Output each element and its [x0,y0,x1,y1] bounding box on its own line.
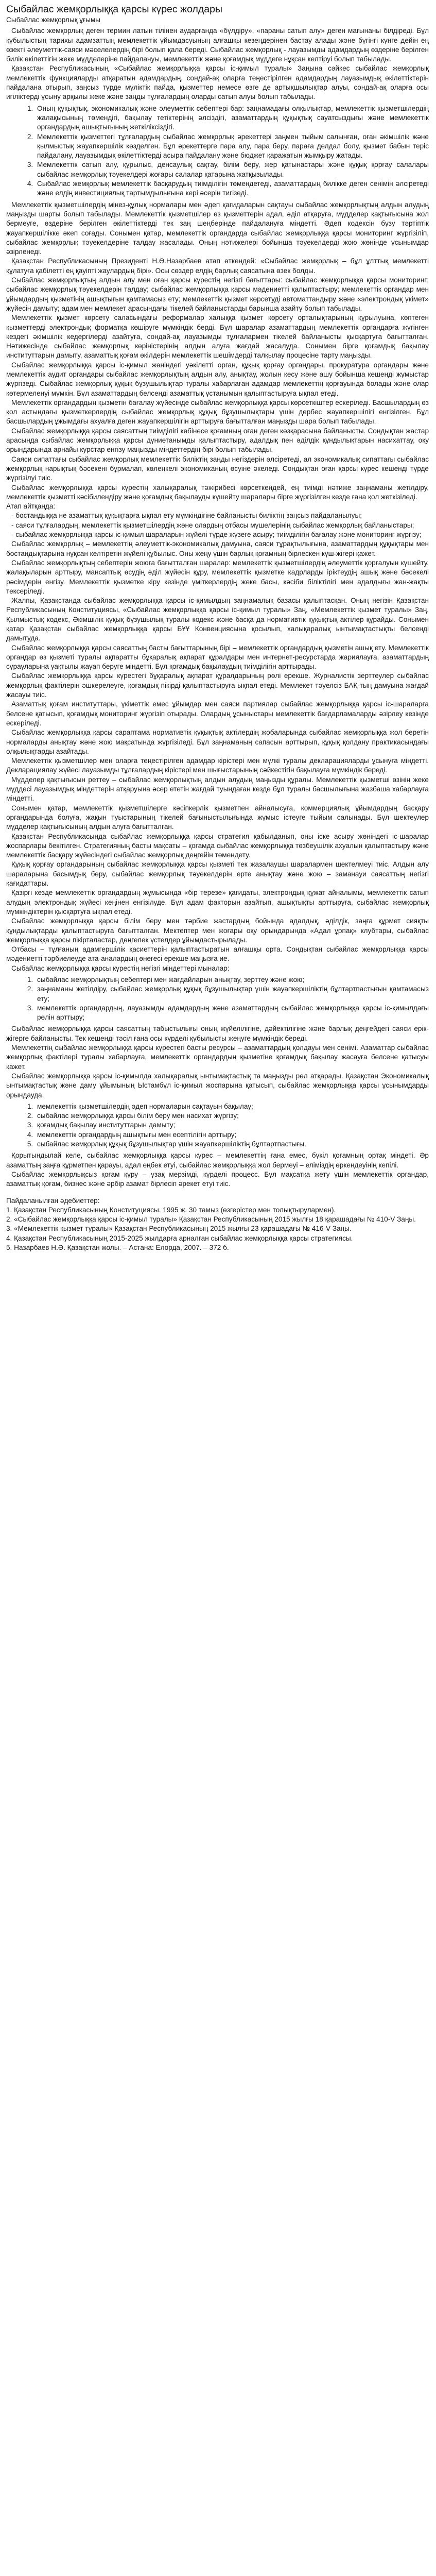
paragraph: Жалпы, Қазақстанда сыбайлас жемқорлыққа қарсы іс-қимылдың заңнамалық базасы қалыптасқан. Оның негізін Қазақстан Республикасының Конституциясы, «Сыбайлас жемқорлыққа қарсы іс-қимыл туралы» Заң, «Мемлекеттік қызмет туралы» Заң, Қылмыстық кодекс, Әкімшілік құқық бұзушылық туралы кодекс және басқа да нормативтік құқықтық актілер құрайды. Сонымен қатар Қазақстан сыбайлас жемқорлыққа қарсы БҰҰ Конвенциясына қосылып, халықаралық ынтымақтастықты белсенді дамытуда. [6,597,429,642]
paragraph: Сонымен қатар, мемлекеттік қызметшілерге кәсіпкерлік қызметпен айналысуға, коммерциялық ұйымдардың басқару органдарында болуға, жақын туыстарының тікелей бағыныстылығында жұмыс істеуге тыйым салынады. Бұл шектеулер мүдделер қақтығысының алдын алуға бағытталған. [6,804,429,831]
references-list [6,1206,429,1252]
dash-list [6,511,429,539]
paragraph: Сыбайлас жемқорлықсыз қоғам құру – ұзақ мерзімді, күрделі процесс. Бұл мақсатқа жету үшін мемлекеттік органдар, азаматтық қоғам, бизнес және әрбір азамат бірлесіп әрекет етуі тиіс. [6,1170,429,1188]
paragraph: Сыбайлас жемқорлыққа қарсы саясаттың басты бағыттарының бірі – мемлекеттік органдардың қызметін ашық ету. Мемлекеттік органдар өз қызметі туралы ақпаратты бұқаралық ақпарат құралдары мен интернет-ресурстарда жариялауға, азаматтардың сұрауларына уақтылы жауап беруге міндетті. Бұл қоғамдық бақылаудың тиімділігін арттырады. [6,643,429,671]
reference-item: 5. Назарбаев Н.Ә. Қазақстан жолы. – Астана: Елорда, 2007. – 372 б. [6,1244,229,1251]
document-title: Сыбайлас жемқорлыққа қарсы күрес жолдары [6,4,222,15]
paragraph: Азаматтық қоғам институттары, үкіметтік емес ұйымдар мен саяси партиялар сыбайлас жемқорлыққа қарсы іс-шараларға белсене қатысып, қоғамдық мониторинг жүргізіп отырады. Олардың ұсыныстары мемлекеттік бағдарламаларды әзірлеу кезінде ескеріледі. [6,700,429,727]
paragraph: Мемлекеттік қызметшілердің мінез-құлық нормалары мен әдеп қағидаларын сақтауы сыбайлас жемқорлықтың алдын алудың маңызды шарты болып табылады. Мемлекеттік қызметшілер өз қызметтерін адал, әділ атқаруға, мүдделер қақтығысына жол бермеуге, өздеріне берілген өкілеттіктерді тек заң шеңберінде пайдалануға міндетті. Әдеп кодексін бұзу тәртіптік жауапкершілікке әкеп соғады. Сонымен қатар, мемлекеттік органдарда сыбайлас жемқорлыққа қарсы мониторинг жүргізіліп, сыбайлас жемқорлық тәуекелдеріне талдау жасалады. Оның нәтижелері бойынша тәуекелдерді жою жөнінде ұсынымдар әзірленеді. [6,200,429,256]
paragraph: Сыбайлас жемқорлыққа қарсы саясаттың табыстылығы оның жүйелілігіне, дәйектілігіне және барлық деңгейдегі саяси ерік-жігерге байланысты. Тек кешенді тәсіл ғана осы күрделі құбылысты жеңуге мүмкіндік береді. [6,1025,429,1042]
list-item: 5. сыбайлас жемқорлық құқық бұзушылықтар үшін жауапкершіліктің бұлтартпастығы. [35,1140,429,1149]
list-item: - саяси тұлғалардың, мемлекеттік қызметшілердің және олардың отбасы мүшелерінің сыбайлас жемқорлық байланыстары; [11,521,414,529]
list-item: - сыбайлас жемқорлыққа қарсы іс-қимыл шараларын жүйелі түрде жүзеге асыру; тиімділігін бағалау және мониторинг жүргізу; [11,531,422,539]
paragraph: Сыбайлас жемқорлыққа қарсы сараптама нормативтік құқықтық актілердің жобаларында сыбайлас жемқорлыққа жол беретін нормаларды анықтау және жою мақсатында жүргізіледі. Бұл заңнаманың сапасын арттырып, құқық қолдану практикасындағы олқылықтарды азайтады. [6,728,429,755]
reference-item: 4. Қазақстан Республикасының 2015-2025 жылдарға арналған сыбайлас жемқорлыққа қарсы стратегиясы. [6,1234,353,1242]
paragraph: Қорытындылай келе, сыбайлас жемқорлыққа қарсы күрес – мемлекеттің ғана емес, бүкіл қоғамның ортақ міндеті. Әр азаматтың заңға құрметпен қарауы, адал еңбек етуі, сыбайлас жемқорлыққа жол бермеуі – еліміздің өркендеуінің кепілі. [6,1151,429,1169]
list-item: 4. Сыбайлас жемқорлық мемлекеттік басқарудың тиімділігін төмендетеді, азаматтардың билікке деген сенімін әлсіретеді және елдің инвестициялық тартымдылығына кері әсерін тигізеді. [35,179,429,198]
list-item: 2. заңнаманы жетілдіру, сыбайлас жемқорлық құқық бұзушылықтар үшін жауапкершіліктің бұлтартпастығын қамтамасыз ету; [35,985,429,1004]
list-item: 1. сыбайлас жемқорлықтың себептері мен жағдайларын анықтау, зерттеу және жою; [35,975,429,985]
paragraph: Сыбайлас жемқорлыққа қарсы күрестің негізгі міндеттері мыналар: [11,964,230,972]
reference-item: 2. «Сыбайлас жемқорлыққа қарсы іс-қимыл туралы» Қазақстан Республикасының 2015 жылғы 18 қарашадағы № 410-V Заңы. [6,1215,416,1224]
document [0,0,436,1258]
paragraph: Мүдделер қақтығысын реттеу – сыбайлас жемқорлықтың алдын алудың маңызды құралы. Мемлекеттік қызметші өзінің жеке мүддесі лауазымдық міндеттерін атқаруына әсер ететін жағдай туындаған кезде бұл туралы басшылығына жазбаша хабарлауға міндетті. [6,775,429,803]
numbered-list [6,104,429,198]
paragraph: Сыбайлас жемқорлыққа қарсы күрестің халықаралық тәжірибесі көрсеткендей, ең тиімді нәтиже заңнаманы жетілдіру, мемлекеттік қызметті кәсібилендіру және қоғамдық бақылауды күшейту шаралары бірге жүргізілген кезде ғана қол жеткізіледі. [6,483,429,501]
references-title: Пайдаланылған әдебиеттер: [6,1196,100,1205]
reference-item: 3. «Мемлекеттік қызмет туралы» Қазақстан Республикасының 2015 жылғы 23 қарашадағы № 416-V Заңы. [6,1225,352,1233]
paragraph: Сыбайлас жемқорлыққа қарсы саясаттың тиімділігі көбінесе қоғамның оған деген көзқарасына байланысты. Сондықтан жастар арасында сыбайлас жемқорлыққа қарсы дүниетанымды қалыптастыру, адалдық пен әділдік құндылықтарын насихаттау, оқу орындарында арнайы курстар енгізу маңызды міндеттердің бірі болып табылады. [6,427,429,454]
paragraph: Сыбайлас жемқорлықтың себептерін жоюға бағытталған шаралар: мемлекеттік қызметшілердің әлеуметтік қорғалуын күшейту, жалақыларын арттыру, мансаптық өсудің әділ жүйесін құру, мемлекеттік қызметке кадрларды іріктеудің ашық және бәсекелі рәсімдерін енгізу. Мемлекеттік қызметке кіру кезінде үміткерлердің жеке басы, кәсіби біліктілігі мен адалдығы жан-жақты тексеріледі. [6,558,429,595]
paragraph: Сыбайлас жемқорлық – мемлекеттің әлеуметтік-экономикалық дамуына, саяси тұрақтылығына, азаматтардың құқықтары мен бостандықтарына нұқсан келтіретін жүйелі құбылыс. Оны жеңу үшін барлық қоғамның бірлескен күш-жігері қажет. [6,540,429,557]
numbered-list [6,1102,429,1149]
paragraph: Сыбайлас жемқорлыққа қарсы білім беру мен тәрбие жастардың бойында адалдық, әділдік, заңға құрмет сияқты құндылықтарды қалыптастыруға бағытталған. Мектептер мен жоғары оқу орындарында «Адал ұрпақ» клубтары, сыбайлас жемқорлыққа қарсы пікірталастар, дөңгелек үстелдер ұйымдастырылады. [6,917,429,944]
paragraph: Мемлекеттік органдардың қызметін бағалау жүйесінде сыбайлас жемқорлыққа қарсы көрсеткіштер ескеріледі. Басшылардың өз қол астындағы қызметкерлердің сыбайлас жемқорлық құқық бұзушылықтары үшін дербес жауапкершілігі енгізілген. Бұл басшылардың ұжымдағы ахуалға деген жауапкершілігін арттыруға бағытталған маңызды шара болып табылады. [6,398,429,426]
paragraph: Құқық қорғау органдарының сыбайлас жемқорлыққа қарсы қызметі тек жазалаушы шаралармен шектелмеуі тиіс. Алдын алу шараларына басымдық беру, сыбайлас жемқорлық тәуекелдерін ерте анықтау және жою – заманауи саясаттың негізгі қағидаттары. [6,860,429,888]
document-subtitle: Сыбайлас жемқорлық ұғымы [6,16,100,24]
paragraph: Қазіргі кезде мемлекеттік органдардың жұмысында «бір терезе» қағидаты, электрондық құжат айналымы, мемлекеттік сатып алудың электрондық жүйесі кеңінен енгізілуде. Бұл адам факторын азайтып, ашықтықты арттыруға, сыбайлас жемқорлық мүмкіндіктерін қысқартуға ықпал етеді. [6,889,429,916]
paragraph: Мемлекеттің сыбайлас жемқорлыққа қарсы күрестегі басты ресурсы – азаматтардың қолдауы мен сенімі. Азаматтар сыбайлас жемқорлық фактілері туралы хабарлауға, мемлекеттік органдардың қызметіне қоғамдық бақылау жасауға белсене қатысуы қажет. [6,1044,429,1071]
list-item: 4. мемлекеттік органдардың ашықтығы мен есептілігін арттыру; [35,1130,429,1140]
list-item: 3. Мемлекеттік сатып алу, құрылыс, денсаулық сақтау, білім беру, жер қатынастары және құқық қорғау салалары сыбайлас жемқорлық тәуекелдері жоғары салалар қатарына жатқызылады. [35,160,429,179]
list-item: 3. мемлекеттік органдардың, лауазымды адамдардың және азаматтардың сыбайлас жемқорлыққа қарсы іс-қимылдағы рөлін арттыру; [35,1004,429,1023]
list-item: 2. сыбайлас жемқорлыққа қарсы білім беру мен насихат жүргізу; [35,1111,429,1121]
list-item: - бостандыққа не азаматтық құқықтарға ықпал ету мүмкіндігіне байланысты биліктің заңсыз пайдаланылуы; [11,512,362,520]
list-item: 3. қоғамдық бақылау институттарын дамыту; [35,1121,429,1130]
list-item: 1. мемлекеттік қызметшілердің әдеп нормаларын сақтауын бақылау; [35,1102,429,1111]
numbered-list [6,975,429,1022]
spacer [6,1189,429,1193]
paragraph: Қазақстан Республикасының «Сыбайлас жемқорлыққа қарсы іс-қимыл туралы» Заңына сәйкес сыбайлас жемқорлық мемлекеттік функцияларды атқаратын адамдардың, сондай-ақ оларға теңестірілген адамдардың лауазымдық өкілеттіктерін пайдалана отырып, заңсыз түрде мүліктік пайда, қызметтер немесе өзге де артықшылықтар алуы, сондай-ақ оларға осы игіліктерді ұсыну арқылы жеке және заңды тұлғалардың оларды сатып алуы болып табылады. [6,64,429,101]
section-label: Атап айтқанда: [6,502,56,511]
list-item: 1. Оның құқықтық, экономикалық және әлеуметтік себептері бар: заңнамадағы олқылықтар, мемлекеттік қызметшілердің жалақысының төмендігі, бақылау тетіктерінің әлсіздігі, азаматтардың құқықтық сауатсыздығы және мемлекеттік органдардың ашықтығының жеткіліксіздігі. [35,104,429,132]
paragraph: Сыбайлас жемқорлыққа қарсы күрестегі бұқаралық ақпарат құралдарының рөлі ерекше. Журналистік зерттеулер сыбайлас жемқорлық фактілерін әшкерелеуге, қоғамдық пікірді қалыптастыруға ықпал етеді. Мемлекет тәуелсіз БАҚ-тың дамуына жағдай жасауы тиіс. [6,672,429,699]
paragraph: Сыбайлас жемқорлықтың алдын алу мен оған қарсы күрестің негізгі бағыттары: сыбайлас жемқорлыққа қарсы мониторинг; сыбайлас жемқорлық тәуекелдерін талдау; сыбайлас жемқорлыққа қарсы мәдениетті қалыптастыру; мемлекеттік органдар мен ұйымдардың қызметінің ашықтығын қамтамасыз ету; мемлекеттік қызмет көрсетуді автоматтандыру және «электрондық үкімет» жүйесін дамыту; адам мен мемлекет арасындағы тікелей байланыстарды барынша азайту болып табылады. [6,276,429,312]
reference-item: 1. Қазақстан Республикасының Конституциясы. 1995 ж. 30 тамыз (өзгерістер мен толықтырулармен). [6,1206,336,1214]
paragraph: Қазақстан Республикасының Президенті Н.Ә.Назарбаев атап өткендей: «Сыбайлас жемқорлық – бұл ұлттық мемлекетті құлатуға қабілетті ең қауіпті жаулардың бірі». Осы сөздер елдің барлық саясатына өзек болды. [6,257,429,275]
paragraph: Сыбайлас жемқорлыққа қарсы іс-қимылда халықаралық ынтымақтастық та маңызды рөл атқарады. Қазақстан Экономикалық ынтымақтастық және даму ұйымының Ыстамбұл іс-қимыл жоспарына қатысып, сыбайлас жемқорлыққа қарсы ұсынымдарды орындауда. [6,1072,429,1099]
paragraph: Сыбайлас жемқорлыққа қарсы іс-қимыл жөніндегі уәкілетті орган, құқық қорғау органдары, прокуратура органдары және мемлекеттік аудит органдары сыбайлас жемқорлықтың алдын алу, анықтау, жолын кесу және ашу бойынша кешенді жұмыстар жүргізеді. Сыбайлас жемқорлық құқық бұзушылықтар туралы хабарлаған адамдар мемлекеттің қорғауында болады және олар көтермеленуі мүмкін. Бұл азаматтардың белсенді азаматтық ұстанымын қалыптастыруға ықпал етеді. [6,361,429,397]
paragraph: Мемлекеттік қызмет көрсету саласындағы реформалар халыққа қызмет көрсету орталықтарының құрылуына, көптеген қызметтерді электрондық форматқа көшіруге мүмкіндік берді. Бұл шаралар азаматтардың мемлекеттік органдарға жүгінген кездегі әкімшілік кедергілерді азайтуға, сондай-ақ лауазымды тұлғалармен тікелей байланысты қысқартуға бағытталған. Нәтижесінде сыбайлас жемқорлық көріністерінің алдын алуға жағдай жасалуда. Сонымен бірге қоғамдық бақылау институттарын дамыту, азаматтық қоғам өкілдерін мемлекеттік шешімдерді талқылау процесіне тарту маңызды. [6,314,429,360]
paragraph: Саяси сипаттағы сыбайлас жемқорлық мемлекеттік биліктің заңды негіздерін әлсіретеді, ал экономикалық сипаттағы сыбайлас жемқорлық нарықтық бәсекені бұрмалап, көлеңкелі экономиканың өсуіне әкеледі. Сондықтан оған қарсы күрес кешенді түрде жүргізілуі тиіс. [6,455,429,482]
paragraph: Қазақстан Республикасында сыбайлас жемқорлыққа қарсы стратегия қабылданып, оны іске асыру жөніндегі іс-шаралар жоспарлары бекітілген. Стратегияның басты мақсаты – қоғамда сыбайлас жемқорлыққа төзбеушілік ахуалын қалыптастыру және мемлекеттік басқару жүйесіндегі сыбайлас жемқорлық деңгейін төмендету. [6,832,429,859]
paragraph: Отбасы – тұлғаның адамгершілік қасиеттерін қалыптастыратын алғашқы орта. Сондықтан сыбайлас жемқорлыққа қарсы мәдениетті тәрбиелеуде ата-аналардың өнегесі ерекше маңызға ие. [6,945,429,963]
paragraph: Сыбайлас жемқорлық деген термин латын тілінен аударғанда «бүлдіру», «параны сатып алу» деген мағынаны білдіреді. Бұл құбылыстың тарихы адамзаттың мемлекеттік ұйымдасуының алғашқы кезеңдерінен бастау алады және бүгінгі күнге дейін ең өзекті әлеуметтік-саяси мәселелердің бірі болып қала береді. Сыбайлас жемқорлық - лауазымды адамдардың өздеріне берілген билік өкілеттігін жеке мүдделеріне пайдалануы, мемлекеттік және қоғамдық мүддеге нұқсан келтіруі болып табылады. [6,27,429,63]
paragraph: Мемлекеттік қызметшілер мен оларға теңестірілген адамдар кірістері мен мүлкі туралы декларацияларды ұсынуға міндетті. Декларациялау жүйесі лауазымды тұлғалардың кірістері мен шығыстарының сәйкестігін бақылауға мүмкіндік береді. [6,757,429,774]
list-item: 2. Мемлекеттік қызметтегі тұлғалардың сыбайлас жемқорлық әрекеттері заңмен тыйым салынған, оған әкімшілік және қылмыстық жауапкершілік көзделген. Бұл әрекеттерге пара алу, пара беру, параға делдал болу, қызмет бабын теріс пайдалану, лауазымдық өкілеттіктерді асыра пайдалану және бюджет қаражатын жымқыру жатады. [35,132,429,161]
